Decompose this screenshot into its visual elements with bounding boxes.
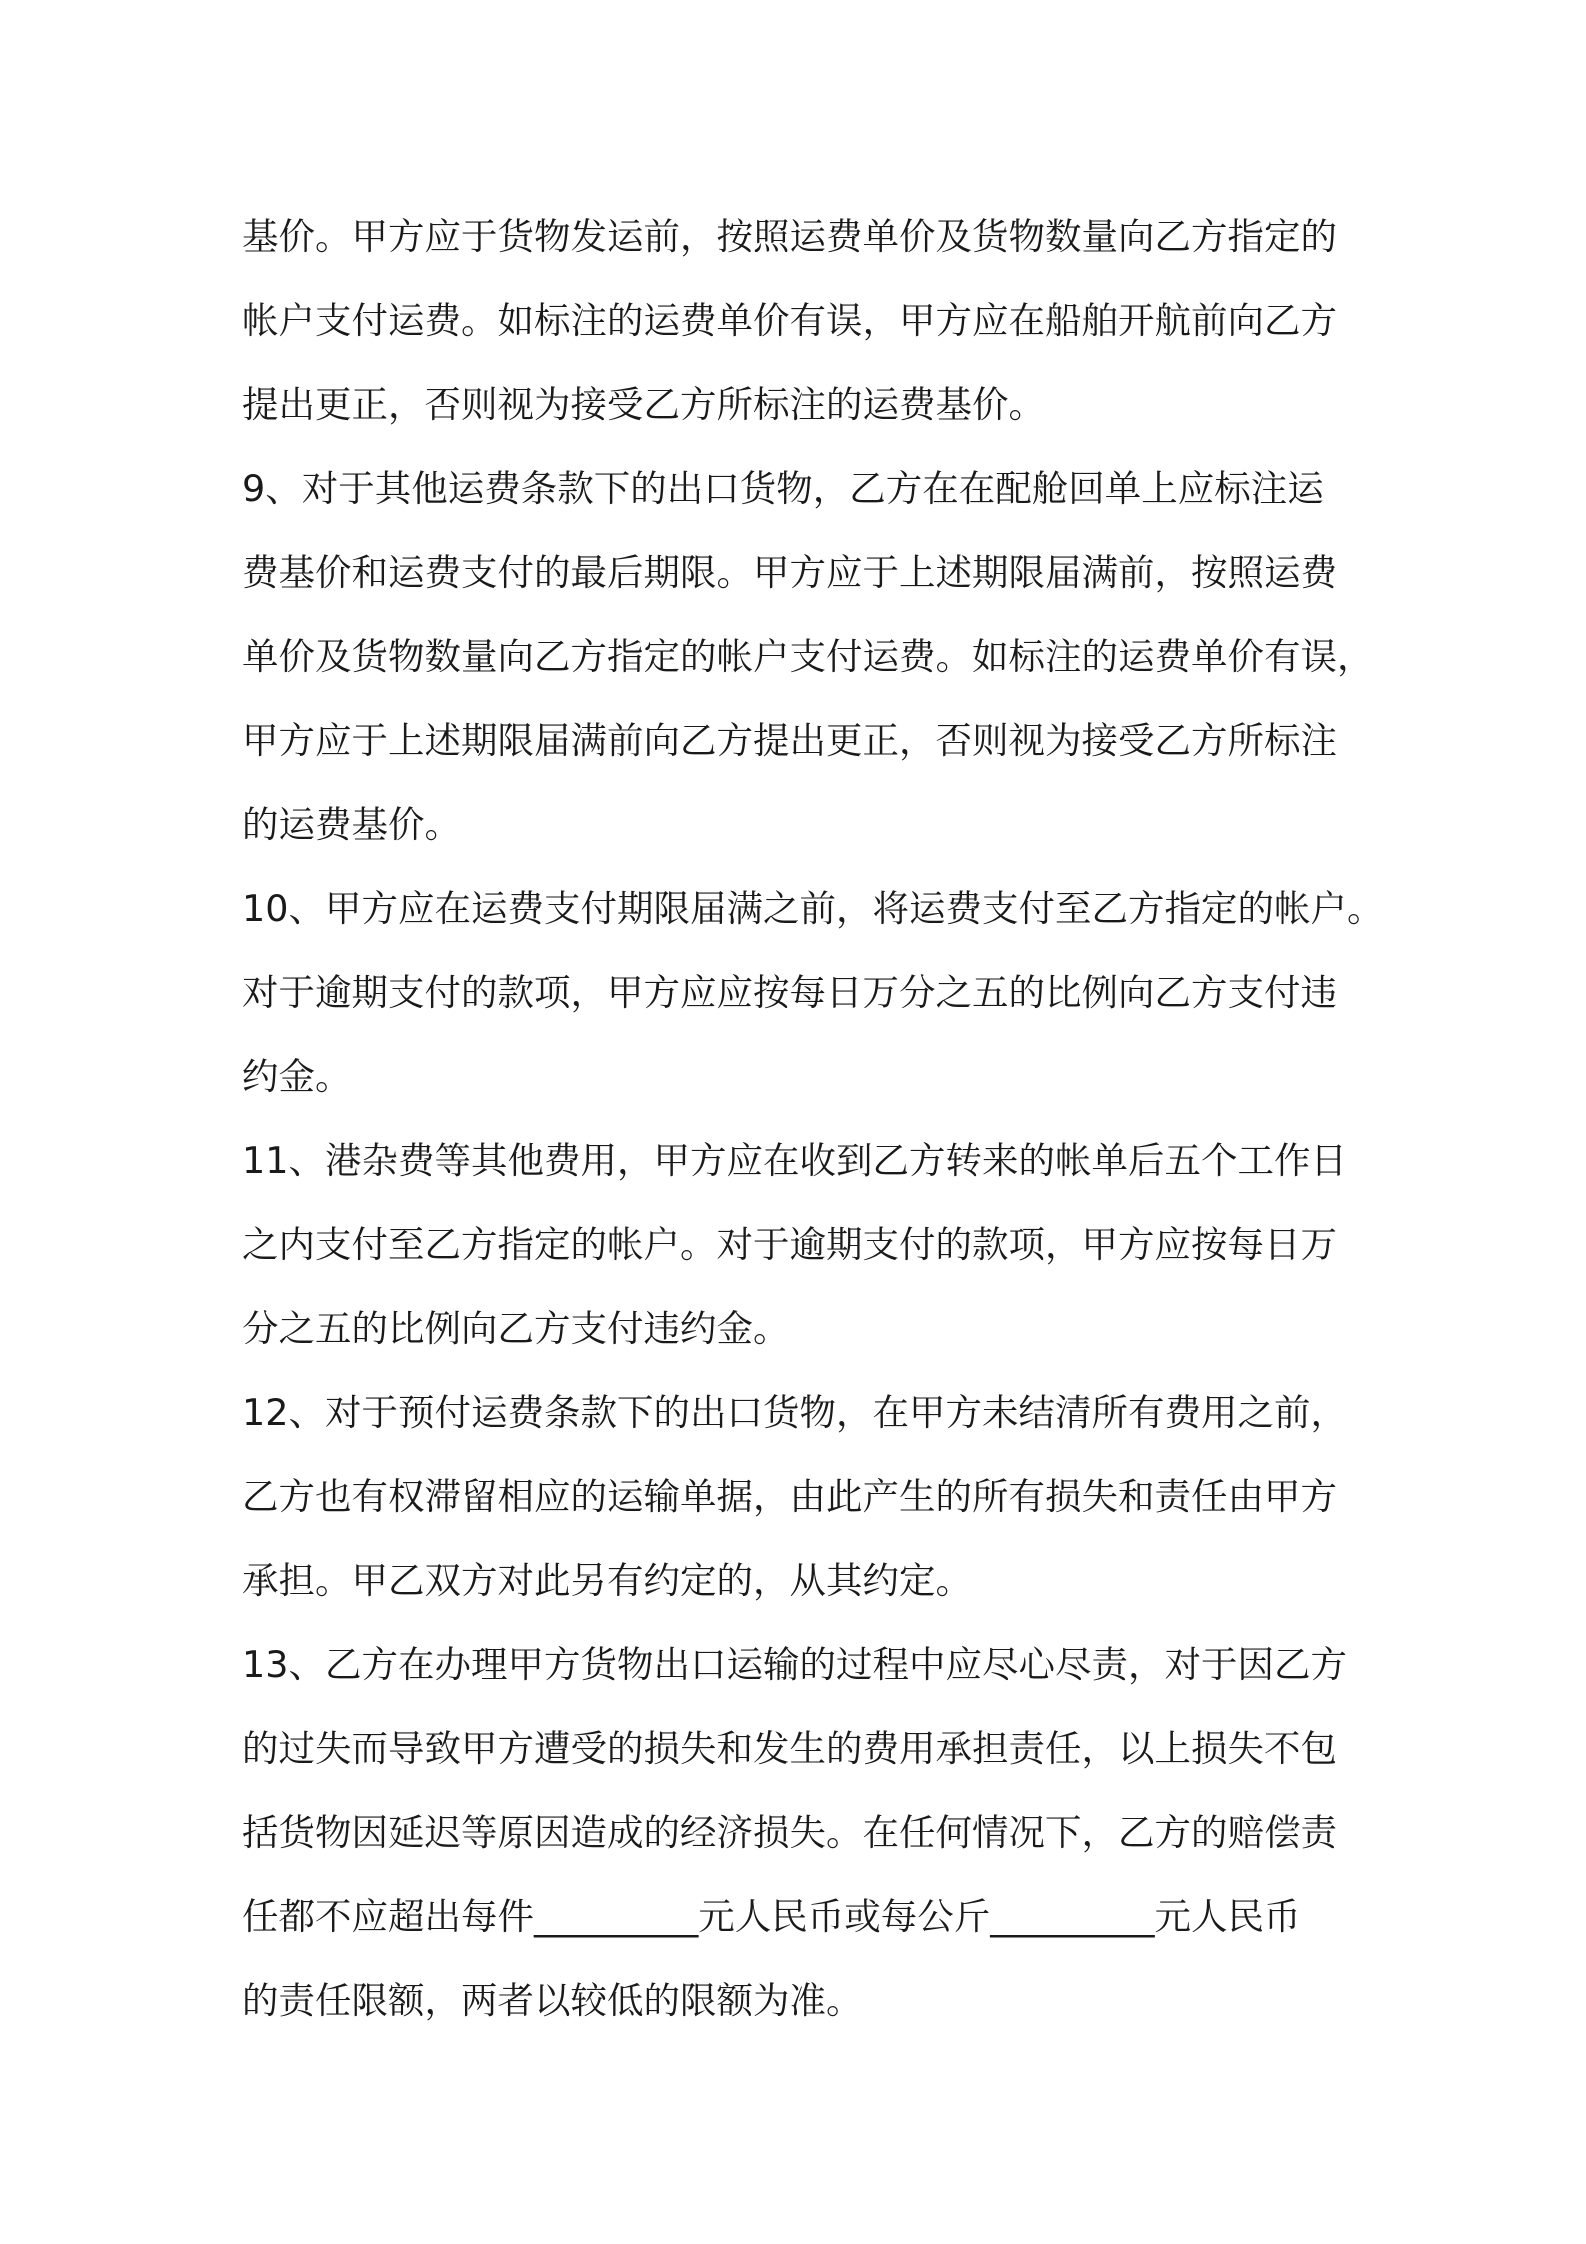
- text-line-with-blanks: 任都不应超出每件_________元人民币或每公斤_________元人民币: [242, 1895, 1301, 1938]
- clause-12-line: 12、对于预付运费条款下的出口货物，在甲方未结清所有费用之前，: [242, 1391, 1347, 1434]
- contract-text-body: [242, 195, 1384, 2043]
- text-line: 之内支付至乙方指定的帐户。对于逾期支付的款项，甲方应按每日万: [242, 1223, 1337, 1266]
- text-line: 承担。甲乙双方对此另有约定的，从其约定。: [242, 1559, 972, 1602]
- clause-13-line: 13、乙方在办理甲方货物出口运输的过程中应尽心尽责，对于因乙方: [242, 1643, 1347, 1686]
- text-line: 括货物因延迟等原因造成的经济损失。在任何情况下，乙方的赔偿责: [242, 1811, 1337, 1854]
- text-line: 约金。: [242, 1055, 352, 1098]
- clause-10-line: 10、甲方应在运费支付期限届满之前，将运费支付至乙方指定的帐户。: [242, 887, 1384, 930]
- text-line: 的责任限额，两者以较低的限额为准。: [242, 1979, 863, 2022]
- text-line: 基价。甲方应于货物发运前，按照运费单价及货物数量向乙方指定的: [242, 215, 1337, 258]
- text-line: 帐户支付运费。如标注的运费单价有误，甲方应在船舶开航前向乙方: [242, 299, 1337, 342]
- text-line: 乙方也有权滞留相应的运输单据，由此产生的所有损失和责任由甲方: [242, 1475, 1337, 1518]
- text-line: 费基价和运费支付的最后期限。甲方应于上述期限届满前，按照运费: [242, 551, 1337, 594]
- text-line: 单价及货物数量向乙方指定的帐户支付运费。如标注的运费单价有误，: [242, 635, 1374, 678]
- text-line: 对于逾期支付的款项，甲方应应按每日万分之五的比例向乙方支付违: [242, 971, 1337, 1014]
- clause-11-line: 11、港杂费等其他费用，甲方应在收到乙方转来的帐单后五个工作日: [242, 1139, 1347, 1182]
- text-line: 的过失而导致甲方遭受的损失和发生的费用承担责任，以上损失不包: [242, 1727, 1337, 1770]
- text-line: 甲方应于上述期限届满前向乙方提出更正，否则视为接受乙方所标注: [242, 719, 1337, 762]
- text-line: 的运费基价。: [242, 803, 461, 846]
- text-line: 提出更正，否则视为接受乙方所标注的运费基价。: [242, 383, 1045, 426]
- text-line: 分之五的比例向乙方支付违约金。: [242, 1307, 790, 1350]
- clause-9-line: 9、对于其他运费条款下的出口货物，乙方在在配舱回单上应标注运: [242, 467, 1324, 510]
